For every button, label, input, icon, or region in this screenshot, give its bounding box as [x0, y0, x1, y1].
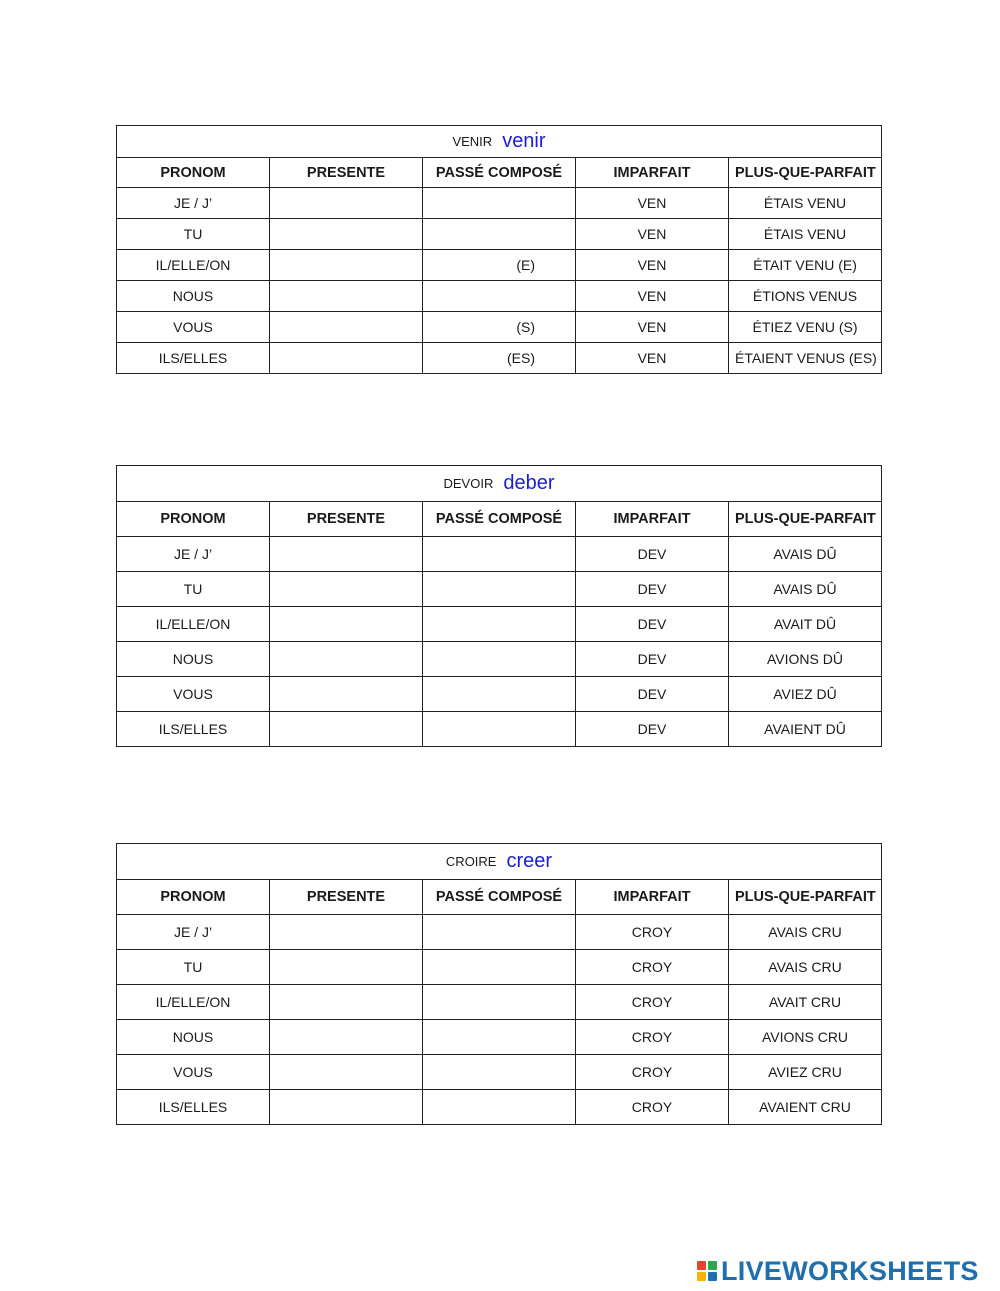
pronom-cell: VOUS — [117, 312, 270, 343]
table-row — [117, 343, 882, 374]
presente-answer-field[interactable] — [270, 985, 423, 1020]
pqp-cell: AVIONS CRU — [729, 1020, 882, 1055]
table-row — [117, 677, 882, 712]
verb-name: VENIR — [452, 134, 493, 149]
header-imparfait: IMPARFAIT — [576, 158, 729, 188]
table-row — [117, 537, 882, 572]
header-passe-compose: PASSÉ COMPOSÉ — [423, 158, 576, 188]
presente-answer-field[interactable] — [270, 1055, 423, 1090]
header-imparfait: IMPARFAIT — [576, 880, 729, 915]
table-row — [117, 915, 882, 950]
imparfait-cell: DEV — [576, 677, 729, 712]
passe-compose-answer-field[interactable] — [423, 219, 576, 250]
table-row — [117, 1020, 882, 1055]
conjugation-table-devoir — [116, 465, 882, 747]
table-title — [117, 466, 882, 502]
pqp-cell: ÉTAIT VENU (E) — [729, 250, 882, 281]
pqp-cell: ÉTIONS VENUS — [729, 281, 882, 312]
pqp-cell: AVAIT DÛ — [729, 607, 882, 642]
presente-answer-field[interactable] — [270, 188, 423, 219]
pronom-cell: JE / J’ — [117, 188, 270, 219]
table-row — [117, 572, 882, 607]
imparfait-cell: VEN — [576, 312, 729, 343]
pronom-cell: NOUS — [117, 1020, 270, 1055]
passe-compose-answer-field[interactable] — [423, 188, 576, 219]
table-row — [117, 950, 882, 985]
passe-compose-answer-field[interactable] — [423, 572, 576, 607]
pqp-cell: AVAIS DÛ — [729, 537, 882, 572]
passe-compose-answer-field[interactable] — [423, 985, 576, 1020]
table-row — [117, 281, 882, 312]
passe-compose-answer-field[interactable] — [423, 1020, 576, 1055]
liveworksheets-logo — [697, 1256, 979, 1286]
presente-answer-field[interactable] — [270, 250, 423, 281]
header-presente: PRESENTE — [270, 502, 423, 537]
header-pronom: PRONOM — [117, 880, 270, 915]
imparfait-cell: CROY — [576, 985, 729, 1020]
pronom-cell: ILS/ELLES — [117, 1090, 270, 1125]
pqp-cell: AVIONS DÛ — [729, 642, 882, 677]
header-plus-que-parfait: PLUS-QUE-PARFAIT — [729, 880, 882, 915]
header-presente: PRESENTE — [270, 880, 423, 915]
imparfait-cell: DEV — [576, 572, 729, 607]
presente-answer-field[interactable] — [270, 281, 423, 312]
table-row — [117, 312, 882, 343]
table-title — [117, 126, 882, 158]
passe-compose-answer-field[interactable] — [423, 537, 576, 572]
presente-answer-field[interactable] — [270, 950, 423, 985]
verb-name: DEVOIR — [443, 476, 494, 491]
imparfait-cell: CROY — [576, 950, 729, 985]
header-row — [117, 502, 882, 537]
pronom-cell: IL/ELLE/ON — [117, 607, 270, 642]
presente-answer-field[interactable] — [270, 915, 423, 950]
presente-answer-field[interactable] — [270, 1090, 423, 1125]
presente-answer-field[interactable] — [270, 312, 423, 343]
pronom-cell: JE / J’ — [117, 915, 270, 950]
imparfait-cell: CROY — [576, 915, 729, 950]
passe-compose-answer-field[interactable]: (S) — [423, 312, 576, 343]
header-presente: PRESENTE — [270, 158, 423, 188]
pronom-cell: VOUS — [117, 1055, 270, 1090]
presente-answer-field[interactable] — [270, 219, 423, 250]
pqp-cell: ÉTAIS VENU — [729, 219, 882, 250]
verb-translation: creer — [506, 850, 553, 872]
passe-compose-answer-field[interactable] — [423, 281, 576, 312]
imparfait-cell: CROY — [576, 1090, 729, 1125]
table-row — [117, 607, 882, 642]
header-passe-compose: PASSÉ COMPOSÉ — [423, 502, 576, 537]
imparfait-cell: CROY — [576, 1055, 729, 1090]
conjugation-table-croire — [116, 843, 882, 1125]
conjugation-table-venir — [116, 125, 882, 374]
presente-answer-field[interactable] — [270, 712, 423, 747]
pqp-cell: ÉTIEZ VENU (S) — [729, 312, 882, 343]
imparfait-cell: VEN — [576, 250, 729, 281]
table-row — [117, 1055, 882, 1090]
pronom-cell: TU — [117, 219, 270, 250]
presente-answer-field[interactable] — [270, 607, 423, 642]
pqp-cell: AVAIENT DÛ — [729, 712, 882, 747]
presente-answer-field[interactable] — [270, 343, 423, 374]
pronom-cell: IL/ELLE/ON — [117, 250, 270, 281]
brand-name: LIVEWORKSHEETS — [721, 1255, 979, 1286]
verb-name: CROIRE — [445, 854, 497, 869]
table-row — [117, 188, 882, 219]
presente-answer-field[interactable] — [270, 1020, 423, 1055]
header-plus-que-parfait: PLUS-QUE-PARFAIT — [729, 502, 882, 537]
verb-translation: venir — [502, 130, 546, 152]
pronom-cell: NOUS — [117, 642, 270, 677]
pronom-cell: ILS/ELLES — [117, 343, 270, 374]
imparfait-cell: DEV — [576, 642, 729, 677]
imparfait-cell: VEN — [576, 219, 729, 250]
presente-answer-field[interactable] — [270, 677, 423, 712]
imparfait-cell: VEN — [576, 188, 729, 219]
passe-compose-answer-field[interactable] — [423, 712, 576, 747]
passe-compose-answer-field[interactable] — [423, 1055, 576, 1090]
pronom-cell: TU — [117, 950, 270, 985]
passe-compose-answer-field[interactable] — [423, 607, 576, 642]
table-row — [117, 219, 882, 250]
table-title — [117, 844, 882, 880]
imparfait-cell: DEV — [576, 712, 729, 747]
passe-compose-answer-field[interactable] — [423, 1090, 576, 1125]
header-plus-que-parfait: PLUS-QUE-PARFAIT — [729, 158, 882, 188]
imparfait-cell: VEN — [576, 343, 729, 374]
presente-answer-field[interactable] — [270, 537, 423, 572]
pqp-cell: AVIEZ DÛ — [729, 677, 882, 712]
passe-compose-answer-field[interactable] — [423, 642, 576, 677]
pqp-cell: AVAIT CRU — [729, 985, 882, 1020]
passe-compose-answer-field[interactable] — [423, 677, 576, 712]
table-row — [117, 712, 882, 747]
pronom-cell: JE / J’ — [117, 537, 270, 572]
header-passe-compose: PASSÉ COMPOSÉ — [423, 880, 576, 915]
presente-answer-field[interactable] — [270, 642, 423, 677]
passe-compose-answer-field[interactable]: (ES) — [423, 343, 576, 374]
table-row — [117, 1090, 882, 1125]
pqp-cell: ÉTAIS VENU — [729, 188, 882, 219]
imparfait-cell: VEN — [576, 281, 729, 312]
pqp-cell: AVAIS CRU — [729, 915, 882, 950]
imparfait-cell: DEV — [576, 537, 729, 572]
header-imparfait: IMPARFAIT — [576, 502, 729, 537]
table-row — [117, 985, 882, 1020]
table-row — [117, 250, 882, 281]
imparfait-cell: DEV — [576, 607, 729, 642]
pqp-cell: AVAIS DÛ — [729, 572, 882, 607]
pqp-cell: ÉTAIENT VENUS (ES) — [729, 343, 882, 374]
passe-compose-answer-field[interactable]: (E) — [423, 250, 576, 281]
liveworksheets-logo-icon — [697, 1261, 717, 1281]
verb-translation: deber — [503, 472, 555, 494]
pqp-cell: AVAIS CRU — [729, 950, 882, 985]
header-pronom: PRONOM — [117, 502, 270, 537]
pqp-cell: AVIEZ CRU — [729, 1055, 882, 1090]
pronom-cell: IL/ELLE/ON — [117, 985, 270, 1020]
presente-answer-field[interactable] — [270, 572, 423, 607]
passe-compose-answer-field[interactable] — [423, 950, 576, 985]
header-row — [117, 158, 882, 188]
pronom-cell: ILS/ELLES — [117, 712, 270, 747]
header-row — [117, 880, 882, 915]
passe-compose-answer-field[interactable] — [423, 915, 576, 950]
header-pronom: PRONOM — [117, 158, 270, 188]
pronom-cell: TU — [117, 572, 270, 607]
pronom-cell: VOUS — [117, 677, 270, 712]
imparfait-cell: CROY — [576, 1020, 729, 1055]
pqp-cell: AVAIENT CRU — [729, 1090, 882, 1125]
pronom-cell: NOUS — [117, 281, 270, 312]
table-row — [117, 642, 882, 677]
